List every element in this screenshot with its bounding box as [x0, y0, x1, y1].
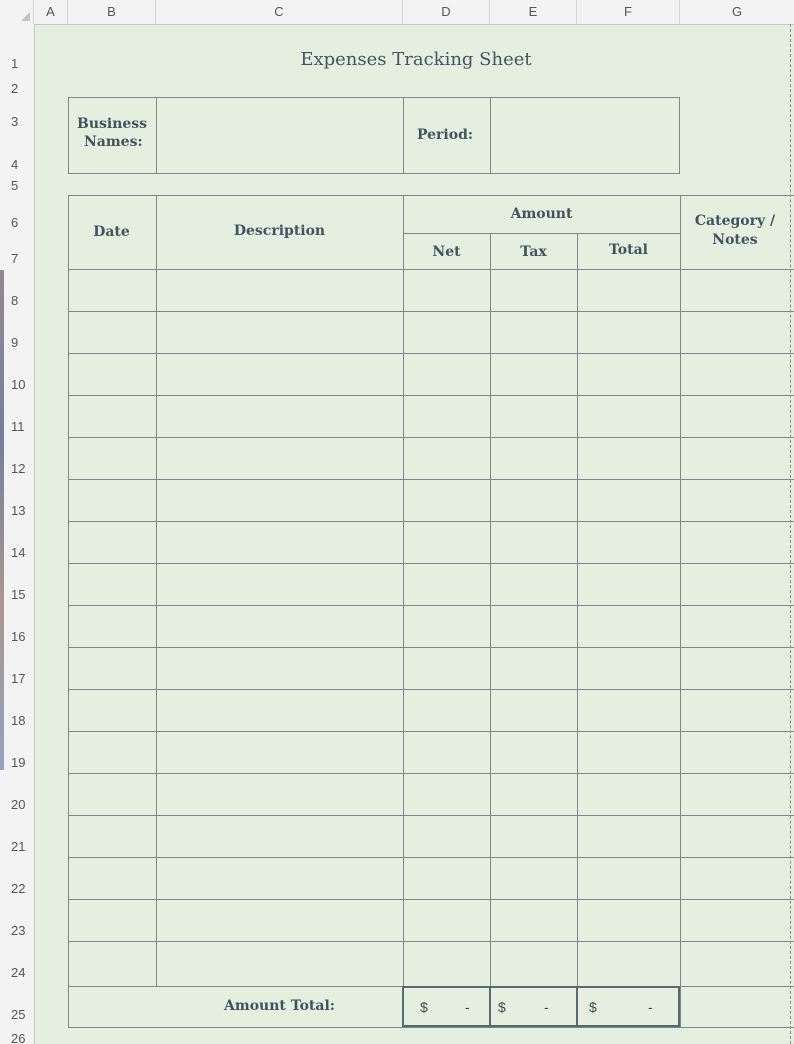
total-total-value[interactable]: - [648, 999, 653, 1015]
row-header[interactable]: 13 [11, 503, 26, 518]
totals-divider [489, 986, 491, 1027]
row-header[interactable]: 3 [11, 114, 19, 129]
column-divider [156, 196, 157, 986]
row-header[interactable]: 15 [11, 587, 26, 602]
row-line [69, 353, 794, 354]
row-header[interactable]: 26 [11, 1031, 26, 1044]
row-header[interactable]: 17 [11, 671, 26, 686]
cell-divider [403, 98, 404, 173]
row-line [69, 731, 794, 732]
row-header[interactable]: 1 [11, 56, 19, 71]
row-line [69, 689, 794, 690]
column-header-d[interactable]: D [403, 0, 490, 24]
row-line [69, 437, 794, 438]
total-total-currency: $ [589, 999, 597, 1015]
row-header[interactable]: 18 [11, 713, 26, 728]
amount-total-label: Amount Total: [224, 998, 335, 1014]
row-header[interactable]: 8 [11, 293, 19, 308]
row-line [69, 815, 794, 816]
total-column-header: Total [608, 242, 648, 258]
row-header[interactable]: 19 [11, 755, 26, 770]
column-header-c[interactable]: C [156, 0, 403, 24]
row-header[interactable]: 4 [11, 157, 19, 172]
row-header[interactable]: 25 [11, 1007, 26, 1022]
tax-total-currency: $ [498, 999, 506, 1015]
row-header[interactable]: 20 [11, 797, 26, 812]
row-header[interactable]: 10 [11, 377, 26, 392]
business-label-line: Names: [84, 134, 143, 150]
column-header-g[interactable]: G [731, 4, 743, 19]
row-header[interactable]: 23 [11, 923, 26, 938]
expenses-table [68, 195, 794, 1028]
row-header[interactable]: 11 [11, 419, 25, 434]
row-header[interactable]: 6 [11, 215, 19, 230]
totals-box [402, 986, 680, 1027]
column-header-f[interactable]: F [577, 0, 680, 24]
page-break-line [790, 24, 791, 1044]
category-header-line: Category / [694, 213, 776, 229]
row-line [69, 311, 794, 312]
category-notes-column-header [680, 213, 790, 248]
row-header[interactable]: 24 [11, 965, 26, 980]
row-line [69, 773, 794, 774]
business-label-line: Business [77, 116, 148, 132]
period-label: Period: [417, 127, 474, 143]
row-line [69, 605, 794, 606]
net-column-header: Net [432, 244, 461, 260]
tax-column-header: Tax [520, 244, 547, 260]
select-all-corner[interactable] [0, 0, 34, 24]
row-header[interactable]: 9 [11, 335, 19, 350]
column-divider [680, 196, 681, 1027]
column-header-bar [0, 0, 794, 25]
row-header[interactable]: 7 [11, 251, 19, 266]
row-header[interactable]: 16 [11, 629, 26, 644]
row-line [69, 395, 794, 396]
row-header[interactable]: 5 [11, 178, 19, 193]
net-total-currency: $ [420, 999, 428, 1015]
column-divider [403, 196, 404, 1027]
background-edge [0, 270, 4, 770]
column-header-e[interactable]: E [490, 0, 577, 24]
row-header-bar [0, 24, 35, 1044]
row-line [69, 857, 794, 858]
row-line [69, 647, 794, 648]
column-header-a[interactable]: A [34, 0, 68, 24]
row-line [69, 269, 794, 270]
business-names-label [77, 116, 149, 150]
row-header[interactable]: 12 [11, 461, 26, 476]
net-total-value[interactable]: - [465, 999, 470, 1015]
business-info-box [68, 97, 680, 174]
row-header[interactable]: 14 [11, 545, 26, 560]
business-names-field[interactable] [157, 98, 403, 173]
row-line [69, 521, 794, 522]
row-header[interactable]: 2 [11, 81, 19, 96]
totals-divider [576, 986, 578, 1027]
row-header[interactable]: 22 [11, 881, 26, 896]
description-column-header: Description [233, 223, 326, 239]
sheet-title: Expenses Tracking Sheet [300, 49, 532, 70]
row-line [69, 479, 794, 480]
row-header[interactable]: 21 [11, 839, 26, 854]
amount-column-header: Amount [510, 206, 573, 222]
row-line [69, 899, 794, 900]
tax-total-value[interactable]: - [544, 999, 549, 1015]
row-line [69, 563, 794, 564]
date-column-header: Date [93, 224, 130, 240]
column-header-b[interactable]: B [68, 0, 156, 24]
amount-subheader-line [403, 233, 680, 234]
row-line [69, 941, 794, 942]
period-field[interactable] [491, 98, 679, 173]
category-header-line: Notes [712, 232, 758, 248]
